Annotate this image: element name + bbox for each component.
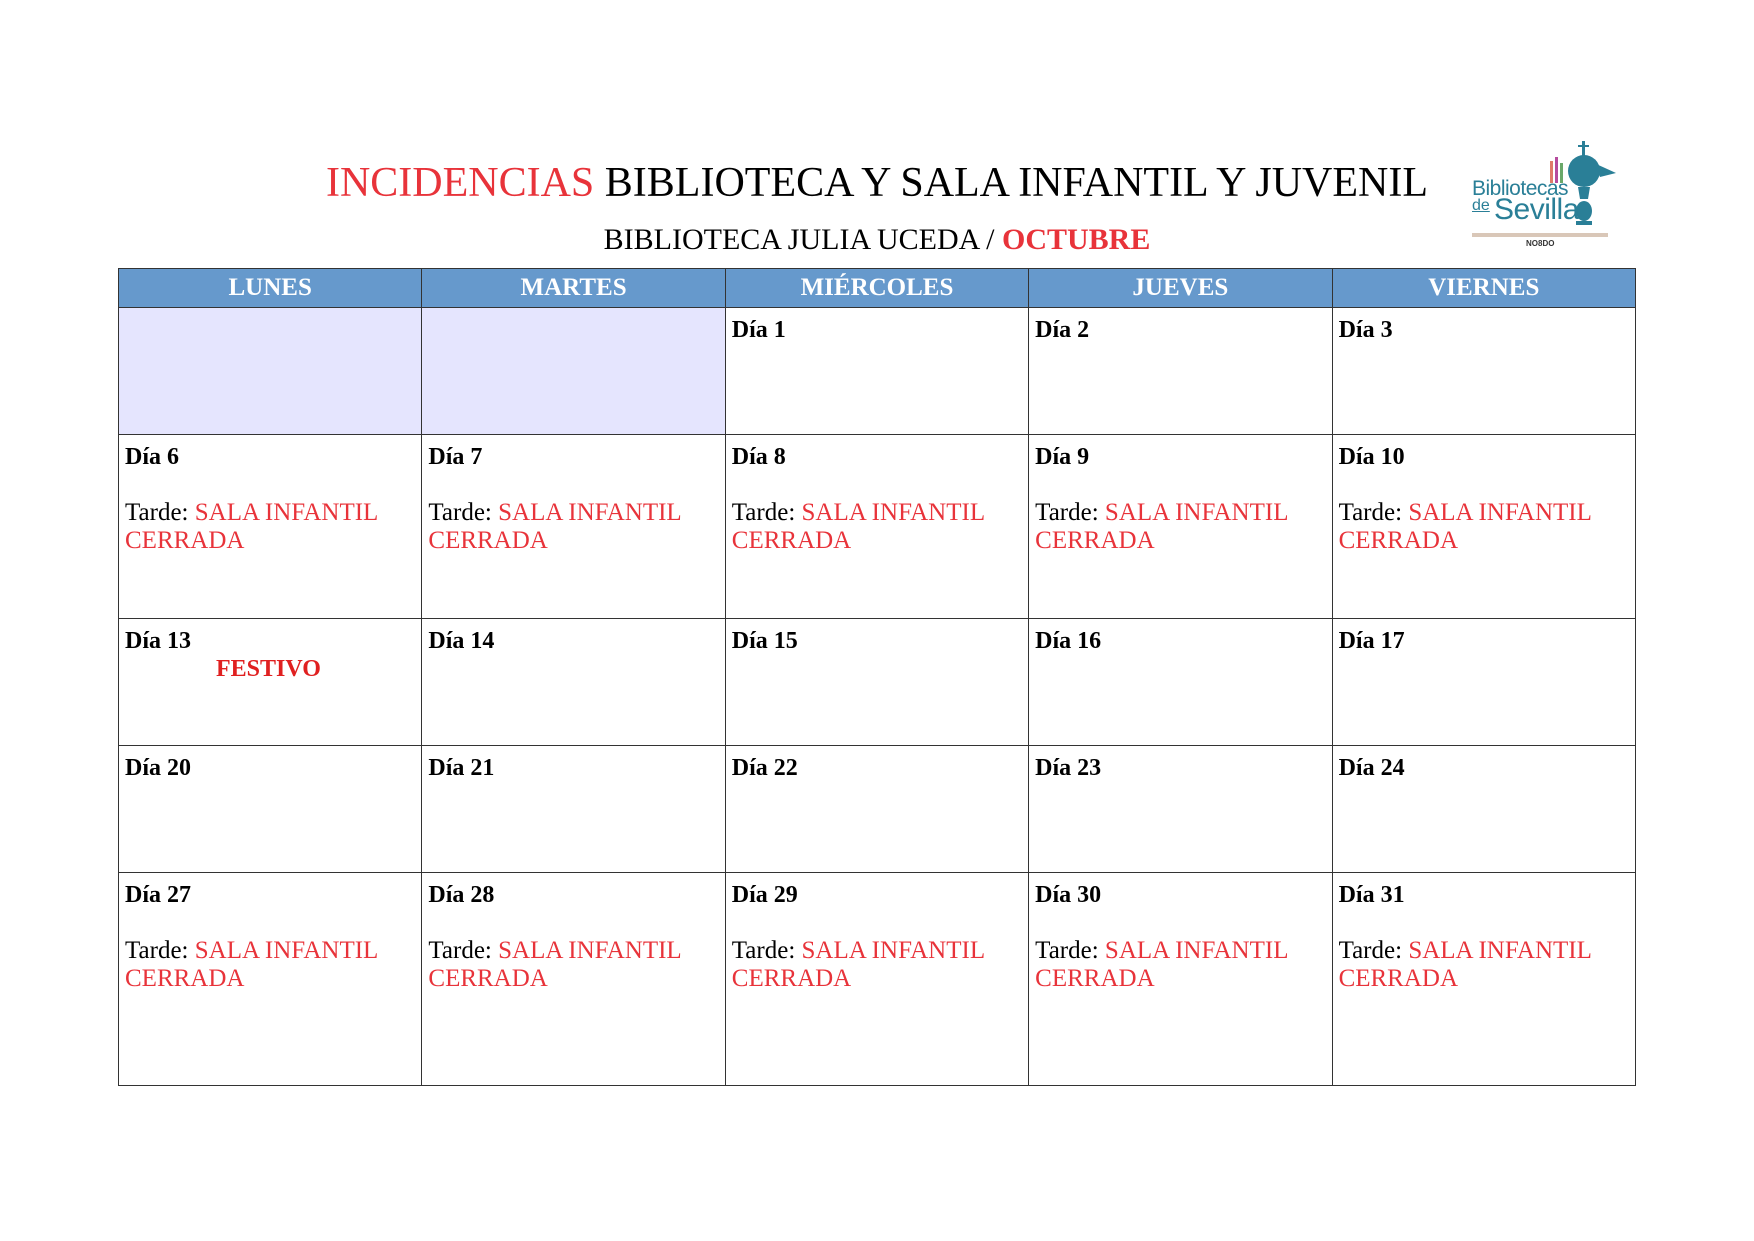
note-label: Tarde: bbox=[125, 499, 189, 526]
day-label: Día 10 bbox=[1338, 444, 1405, 470]
day-label: Día 7 bbox=[428, 444, 483, 470]
note-label: Tarde: bbox=[1338, 937, 1403, 964]
week-row bbox=[119, 308, 1636, 435]
weekday-header: JUEVES bbox=[1029, 269, 1332, 308]
day-cell bbox=[725, 873, 1028, 1086]
day-label: Día 29 bbox=[731, 882, 798, 908]
note-text: SALA INFANTIL CERRADA bbox=[1035, 499, 1288, 554]
day-cell bbox=[422, 619, 725, 746]
day-note bbox=[1035, 499, 1325, 555]
day-note bbox=[732, 499, 1022, 555]
note-text: SALA INFANTIL CERRADA bbox=[731, 937, 985, 992]
holiday-label: FESTIVO bbox=[216, 656, 321, 682]
week-row bbox=[119, 746, 1636, 873]
day-note bbox=[428, 937, 718, 993]
day-cell bbox=[1029, 435, 1332, 619]
weekday-header: VIERNES bbox=[1332, 269, 1635, 308]
empty-day-cell bbox=[119, 308, 422, 435]
day-cell bbox=[1029, 746, 1332, 873]
day-label: Día 15 bbox=[731, 628, 798, 654]
day-label: Día 31 bbox=[1338, 882, 1405, 908]
title-highlight: INCIDENCIAS bbox=[325, 160, 595, 206]
week-row bbox=[119, 619, 1636, 746]
day-cell bbox=[1029, 308, 1332, 435]
day-cell bbox=[725, 435, 1028, 619]
day-label: Día 13 bbox=[125, 628, 191, 654]
day-cell bbox=[1332, 435, 1635, 619]
day-cell bbox=[1332, 873, 1635, 1086]
note-text: SALA INFANTIL CERRADA bbox=[1338, 937, 1591, 992]
note-label: Tarde: bbox=[125, 937, 189, 964]
day-label: Día 20 bbox=[125, 755, 191, 781]
day-label: Día 2 bbox=[1035, 317, 1090, 343]
day-label: Día 30 bbox=[1035, 882, 1102, 908]
note-label: Tarde: bbox=[428, 499, 492, 526]
day-cell bbox=[119, 435, 422, 619]
day-label: Día 9 bbox=[1035, 444, 1090, 470]
day-cell bbox=[119, 619, 422, 746]
note-text: SALA INFANTIL CERRADA bbox=[1338, 499, 1591, 554]
day-cell bbox=[422, 435, 725, 619]
day-cell bbox=[119, 873, 422, 1086]
logo-text-bibliotecas: Bibliotecas bbox=[1472, 177, 1569, 200]
day-label: Día 23 bbox=[1035, 755, 1102, 781]
day-cell bbox=[725, 308, 1028, 435]
day-label: Día 28 bbox=[428, 882, 495, 908]
note-label: Tarde: bbox=[1338, 499, 1403, 526]
day-label: Día 27 bbox=[125, 882, 191, 908]
weekday-header: LUNES bbox=[119, 269, 422, 308]
day-cell bbox=[725, 619, 1028, 746]
day-note bbox=[1339, 937, 1629, 993]
subtitle-library: BIBLIOTECA JULIA UCEDA / bbox=[603, 223, 995, 256]
day-label: Día 17 bbox=[1338, 628, 1405, 654]
day-label: Día 21 bbox=[428, 755, 495, 781]
weekday-header: MIÉRCOLES bbox=[725, 269, 1028, 308]
bibliotecas-sevilla-logo bbox=[1472, 133, 1632, 261]
week-row bbox=[119, 435, 1636, 619]
day-cell bbox=[422, 873, 725, 1086]
title-rest: BIBLIOTECA Y SALA INFANTIL Y JUVENIL bbox=[604, 160, 1429, 206]
note-label: Tarde: bbox=[731, 937, 796, 964]
day-note bbox=[125, 499, 415, 555]
day-label: Día 16 bbox=[1035, 628, 1102, 654]
logo-text-de: de bbox=[1472, 197, 1490, 214]
note-label: Tarde: bbox=[428, 937, 492, 964]
note-label: Tarde: bbox=[1035, 937, 1099, 964]
day-label: Día 22 bbox=[731, 755, 798, 781]
day-label: Día 6 bbox=[125, 444, 179, 470]
day-cell bbox=[1332, 308, 1635, 435]
calendar-table bbox=[118, 268, 1636, 1086]
day-label: Día 14 bbox=[428, 628, 495, 654]
empty-day-cell bbox=[422, 308, 725, 435]
day-note bbox=[1339, 499, 1629, 555]
note-text: SALA INFANTIL CERRADA bbox=[125, 499, 378, 554]
note-label: Tarde: bbox=[731, 499, 796, 526]
day-cell bbox=[1029, 619, 1332, 746]
day-cell bbox=[1332, 746, 1635, 873]
weekday-header-row bbox=[119, 269, 1636, 308]
day-label: Día 3 bbox=[1338, 317, 1393, 343]
note-text: SALA INFANTIL CERRADA bbox=[1035, 937, 1288, 992]
day-cell bbox=[725, 746, 1028, 873]
day-label: Día 8 bbox=[731, 444, 786, 470]
day-label: Día 24 bbox=[1338, 755, 1405, 781]
weekday-header: MARTES bbox=[422, 269, 725, 308]
day-note bbox=[428, 499, 718, 555]
day-cell bbox=[119, 746, 422, 873]
day-label: Día 1 bbox=[731, 317, 786, 343]
day-note bbox=[732, 937, 1022, 993]
note-text: SALA INFANTIL CERRADA bbox=[428, 499, 681, 554]
subtitle-month: OCTUBRE bbox=[1001, 223, 1151, 256]
logo-underline bbox=[1472, 233, 1608, 237]
note-text: SALA INFANTIL CERRADA bbox=[731, 499, 985, 554]
logo-text-sevilla: Sevilla bbox=[1494, 193, 1579, 226]
day-cell bbox=[1332, 619, 1635, 746]
day-cell bbox=[1029, 873, 1332, 1086]
note-text: SALA INFANTIL CERRADA bbox=[125, 937, 378, 992]
week-row bbox=[119, 873, 1636, 1086]
day-note bbox=[1035, 937, 1325, 993]
day-note bbox=[125, 937, 415, 993]
note-label: Tarde: bbox=[1035, 499, 1099, 526]
day-cell bbox=[422, 746, 725, 873]
note-text: SALA INFANTIL CERRADA bbox=[428, 937, 681, 992]
logo-mark-no8do: NO8DO bbox=[1526, 239, 1555, 248]
